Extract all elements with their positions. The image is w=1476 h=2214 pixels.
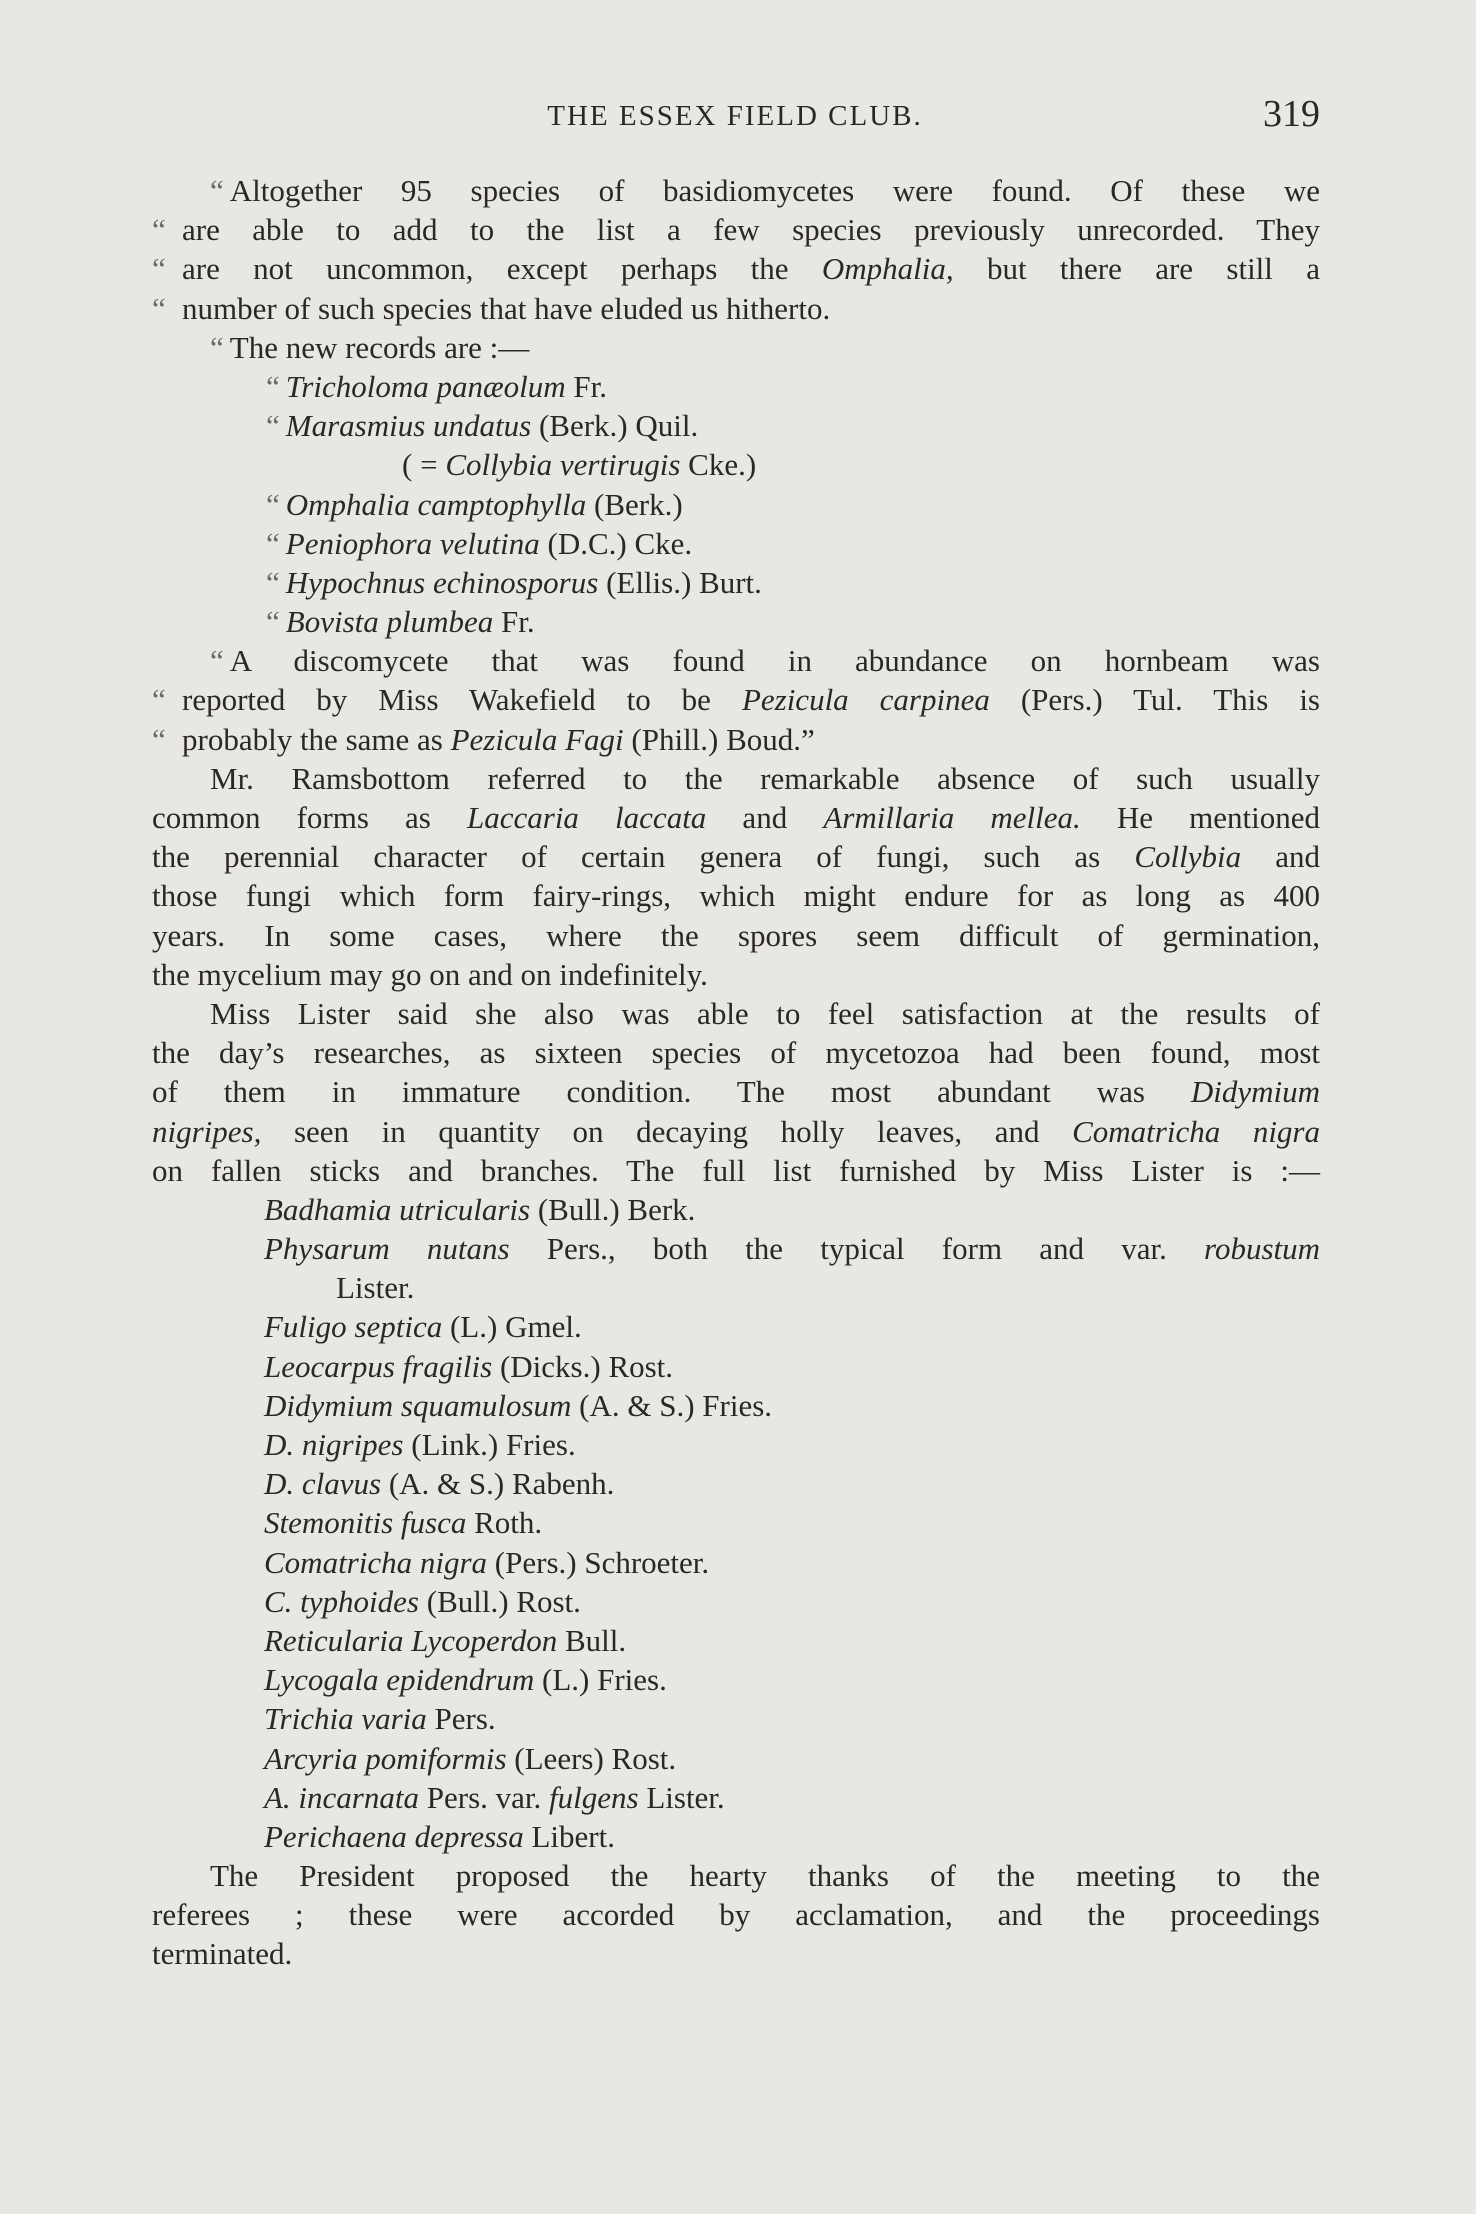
species-item: Physarum nutans Pers., both the typical form and var. robustum (264, 1231, 1321, 1267)
species-item: Comatricha nigra (Pers.) Schroeter. (264, 1544, 710, 1580)
record-item: “ Peniophora velutina (D.C.) Cke. (266, 525, 693, 561)
species-item: Stemonitis fusca Roth. (264, 1505, 543, 1541)
text-line: the day’s researches, as sixteen species of mycetozoa had been found, most (152, 1035, 1320, 1071)
record-item: “ Bovista plumbea Fr. (266, 604, 535, 640)
text-line: the mycelium may go on and on indefinitely. (152, 956, 708, 992)
record-item: “ Omphalia camptophylla (Berk.) (266, 486, 683, 522)
text-line: “ Altogether 95 species of basidiomycetes were found. Of these we (210, 173, 1320, 208)
running-head: THE ESSEX FIELD CLUB. (547, 100, 923, 132)
text-line: “ A discomycete that was found in abundance on hornbeam was (210, 643, 1320, 679)
text-line: “ number of such species that have eluded us hitherto. (152, 290, 831, 326)
record-synonym: ( = Collybia vertirugis Cke.) (402, 447, 757, 483)
text-line: on fallen sticks and branches. The full list furnished by Miss Lister is :— (152, 1152, 1320, 1188)
page-number: 319 (1263, 93, 1320, 135)
species-item-continuation: Lister. (336, 1270, 415, 1306)
text-line: Miss Lister said she also was able to feel satisfaction at the results of (210, 995, 1320, 1031)
text-line: terminated. (152, 1936, 293, 1972)
species-item: Didymium squamulosum (A. & S.) Fries. (264, 1387, 773, 1423)
species-item: Leocarpus fragilis (Dicks.) Rost. (264, 1348, 674, 1384)
species-item: D. clavus (A. & S.) Rabenh. (264, 1466, 615, 1502)
text-line: Mr. Ramsbottom referred to the remarkable absence of such usually (210, 760, 1320, 796)
record-item: “ Marasmius undatus (Berk.) Quil. (266, 408, 699, 444)
text-line: of them in immature condition. The most abundant was Didymium (152, 1074, 1320, 1110)
text-line: nigripes, seen in quantity on decaying holly leaves, and Comatricha nigra (152, 1113, 1320, 1149)
species-item: Perichaena depressa Libert. (264, 1818, 615, 1854)
species-item: Fuligo septica (L.) Gmel. (264, 1309, 582, 1345)
species-item: C. typhoides (Bull.) Rost. (264, 1583, 581, 1619)
species-item: Trichia varia Pers. (264, 1701, 496, 1737)
species-item: D. nigripes (Link.) Fries. (264, 1427, 576, 1462)
body-text (152, 171, 1320, 1974)
species-item: A. incarnata Pers. var. fulgens Lister. (264, 1779, 725, 1815)
text-line: the perennial character of certain genera of fungi, such as Collybia and (152, 839, 1320, 875)
text-line: common forms as Laccaria laccata and Armillaria mellea. He mentioned (152, 800, 1320, 835)
text-line: “ are able to add to the list a few species previously unrecorded. They (152, 212, 1320, 248)
text-line: The President proposed the hearty thanks of the meeting to the (210, 1858, 1320, 1894)
species-item: Arcyria pomiformis (Leers) Rost. (264, 1740, 677, 1776)
text-line: “ probably the same as Pezicula Fagi (Phill.) Boud.” (152, 721, 815, 757)
text-line: “ are not uncommon, except perhaps the Omphalia, but there are still a (152, 251, 1321, 287)
record-item: “ Tricholoma panæolum Fr. (266, 368, 608, 404)
page-header (150, 92, 1320, 142)
species-item: Reticularia Lycoperdon Bull. (264, 1622, 627, 1658)
species-item: Badhamia utricularis (Bull.) Berk. (264, 1191, 696, 1227)
record-item: “ Hypochnus echinosporus (Ellis.) Burt. (266, 564, 762, 600)
species-item: Lycogala epidendrum (L.) Fries. (264, 1662, 667, 1698)
text-line: “ The new records are :— (210, 329, 530, 365)
text-line: years. In some cases, where the spores seem difficult of germination, (152, 917, 1320, 953)
text-line: those fungi which form fairy-rings, which might endure for as long as 400 (152, 878, 1320, 914)
text-line: “ reported by Miss Wakefield to be Pezicula carpinea (Pers.) Tul. This is (152, 682, 1320, 718)
text-line: referees ; these were accorded by acclamation, and the proceedings (152, 1897, 1320, 1933)
